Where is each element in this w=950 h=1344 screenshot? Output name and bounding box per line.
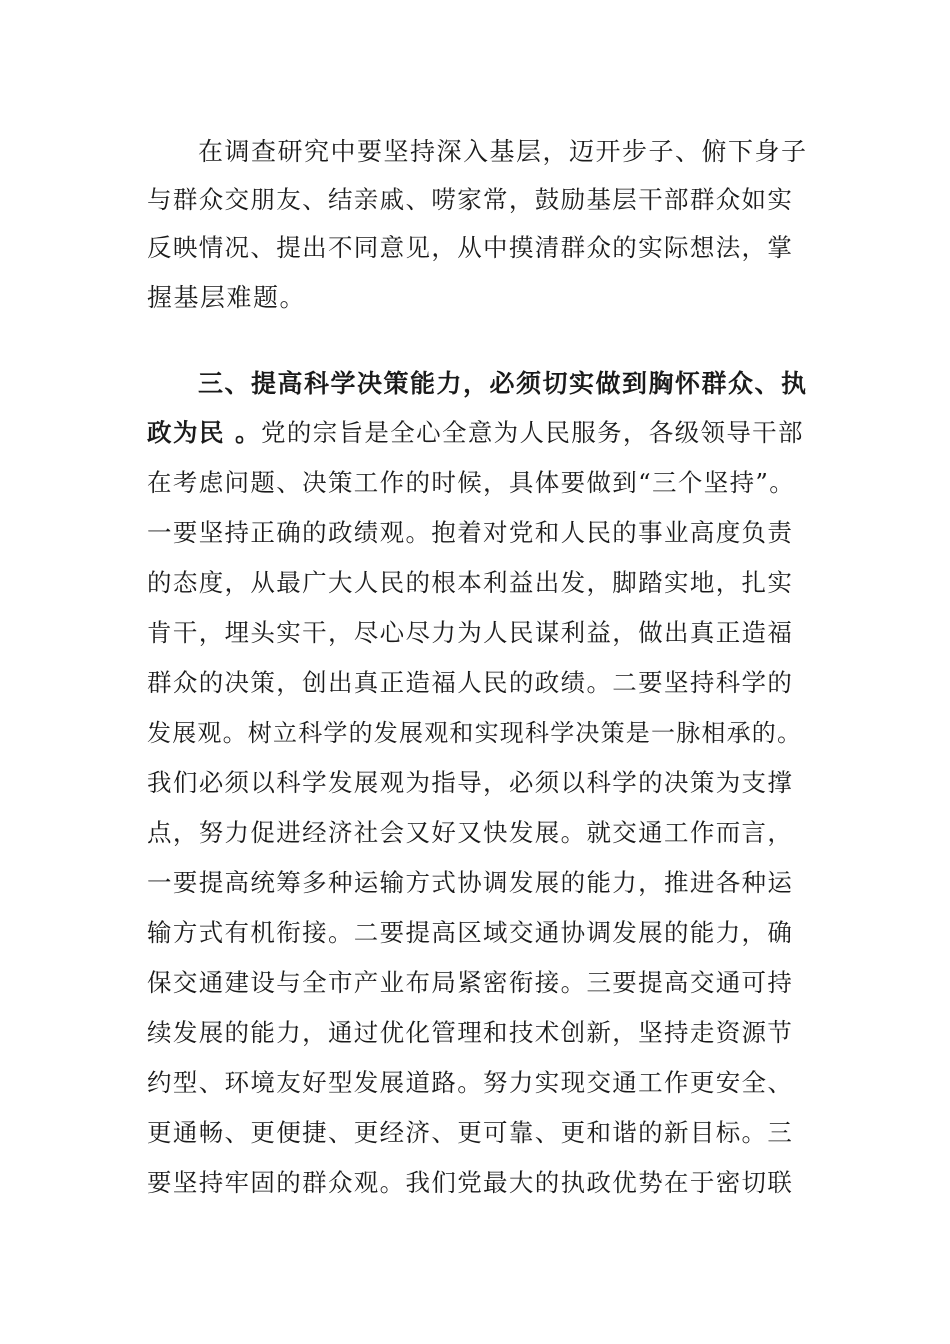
section-heading-line-2: [147, 418, 807, 448]
paragraph-2-line-4: 肯干，埋头实干，尽心尽力为人民谋利益，做出真正造福: [147, 618, 794, 647]
paragraph-2-line-7: 我们必须以科学发展观为指导，必须以科学的决策为支撑: [147, 768, 794, 797]
section-heading-tail: 政为民 。: [147, 418, 262, 447]
paragraph-2-line-5: 群众的决策，创出真正造福人民的政绩。二要坚持科学的: [147, 668, 794, 697]
paragraph-2-line-6: 发展观。树立科学的发展观和实现科学决策是一脉相承的。: [147, 719, 803, 747]
paragraph-1-line-1: 在调查研究中要坚持深入基层，迈开步子、俯下身子: [198, 137, 808, 166]
paragraph-1-line-3: 反映情况、提出不同意见，从中摸清群众的实际想法，掌: [147, 233, 794, 262]
paragraph-2-line-14: 更通畅、更便捷、更经济、更可靠、更和谐的新目标。三: [147, 1118, 794, 1147]
paragraph-2-line-8: 点，努力促进经济社会又好又快发展。就交通工作而言，: [147, 818, 794, 847]
paragraph-2-line-15: 要坚持牢固的群众观。我们党最大的执政优势在于密切联: [147, 1168, 794, 1197]
paragraph-2-line-12: 续发展的能力，通过优化管理和技术创新，坚持走资源节: [147, 1018, 794, 1047]
paragraph-2-line-9: 一要提高统筹多种运输方式协调发展的能力，推进各种运: [147, 868, 794, 897]
paragraph-2-line-2: 一要坚持正确的政绩观。抱着对党和人民的事业高度负责: [147, 518, 794, 547]
paragraph-2-line-1: 在考虑问题、决策工作的时候，具体要做到“三个坚持”。: [147, 468, 796, 497]
paragraph-2-line-3: 的态度，从最广大人民的根本利益出发，脚踏实地，扎实: [147, 568, 794, 597]
paragraph-1-line-4: 握基层难题。: [147, 283, 307, 312]
paragraph-2-lead: 党的宗旨是全心全意为人民服务，各级领导干部: [261, 418, 804, 447]
paragraph-2-line-11: 保交通建设与全市产业布局紧密衔接。三要提高交通可持: [147, 968, 794, 997]
paragraph-1-line-2: 与群众交朋友、结亲戚、唠家常，鼓励基层干部群众如实: [147, 185, 794, 214]
section-heading-line-1: 三、提高科学决策能力，必须切实做到胸怀群众、执: [198, 369, 808, 398]
paragraph-2-line-13: 约型、环境友好型发展道路。努力实现交通工作更安全、: [147, 1068, 794, 1097]
paragraph-2-line-10: 输方式有机衔接。二要提高区域交通协调发展的能力，确: [147, 918, 794, 947]
